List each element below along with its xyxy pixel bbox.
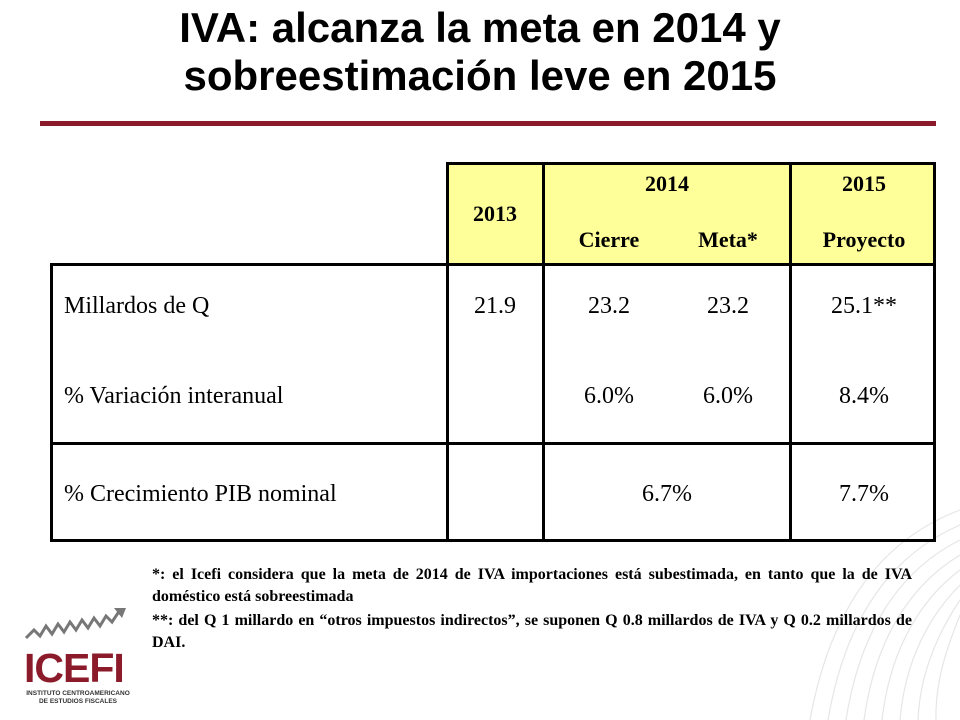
slide-title [30, 4, 930, 100]
row-label-millardos: Millardos de Q [64, 293, 210, 319]
row-label-pib: % Crecimiento PIB nominal [64, 481, 337, 507]
cell-cierre-millardos: 23.2 [588, 293, 630, 319]
cell-proyecto-millardos: 25.1** [831, 293, 897, 319]
title-line-2: sobreestimación leve en 2015 [183, 52, 777, 99]
title-line-1: IVA: alcanza la meta en 2014 y [179, 4, 781, 51]
cell-2013-millardos: 21.9 [474, 293, 516, 319]
grid-line [50, 263, 936, 266]
grid-line [50, 442, 936, 445]
iva-table [50, 162, 936, 542]
icefi-logo [22, 608, 132, 716]
cell-proyecto-pib: 7.7% [839, 481, 889, 507]
title-underline [40, 121, 936, 126]
logo-subtitle-line-2: DE ESTUDIOS FISCALES [38, 698, 117, 705]
grid-line [50, 539, 936, 542]
cell-meta-millardos: 23.2 [707, 293, 749, 319]
logo-wordmark: ICEFI [24, 645, 124, 691]
row-label-variacion: % Variación interanual [64, 383, 284, 409]
header-proyecto: Proyecto [822, 227, 906, 252]
cell-proyecto-variacion: 8.4% [839, 383, 889, 409]
grid-line [50, 263, 53, 542]
footnote-2: **: del Q 1 millardo en “otros impuestos indirectos”, se suponen Q 0.8 millardos de IVA y Q 0.2 millardos de DAI. [152, 612, 912, 651]
cell-meta-variacion: 6.0% [703, 383, 753, 409]
header-2014: 2014 [645, 171, 689, 196]
logo-subtitle-line-1: INSTITUTO CENTROAMERICANO [26, 690, 130, 697]
footnotes [152, 564, 912, 656]
footnote-1: *: el Icefi considera que la meta de 2014 de IVA importaciones está subestimada, en tanto que la de IVA doméstico está sobreestimada [152, 566, 912, 605]
cell-2014-pib: 6.7% [642, 481, 692, 507]
header-2013: 2013 [473, 201, 517, 226]
header-meta: Meta* [698, 227, 758, 252]
header-cierre: Cierre [578, 227, 640, 252]
trend-line-icon [22, 608, 132, 648]
cell-cierre-variacion: 6.0% [584, 383, 634, 409]
header-2015: 2015 [842, 171, 886, 196]
logo-subtitle [26, 690, 130, 706]
